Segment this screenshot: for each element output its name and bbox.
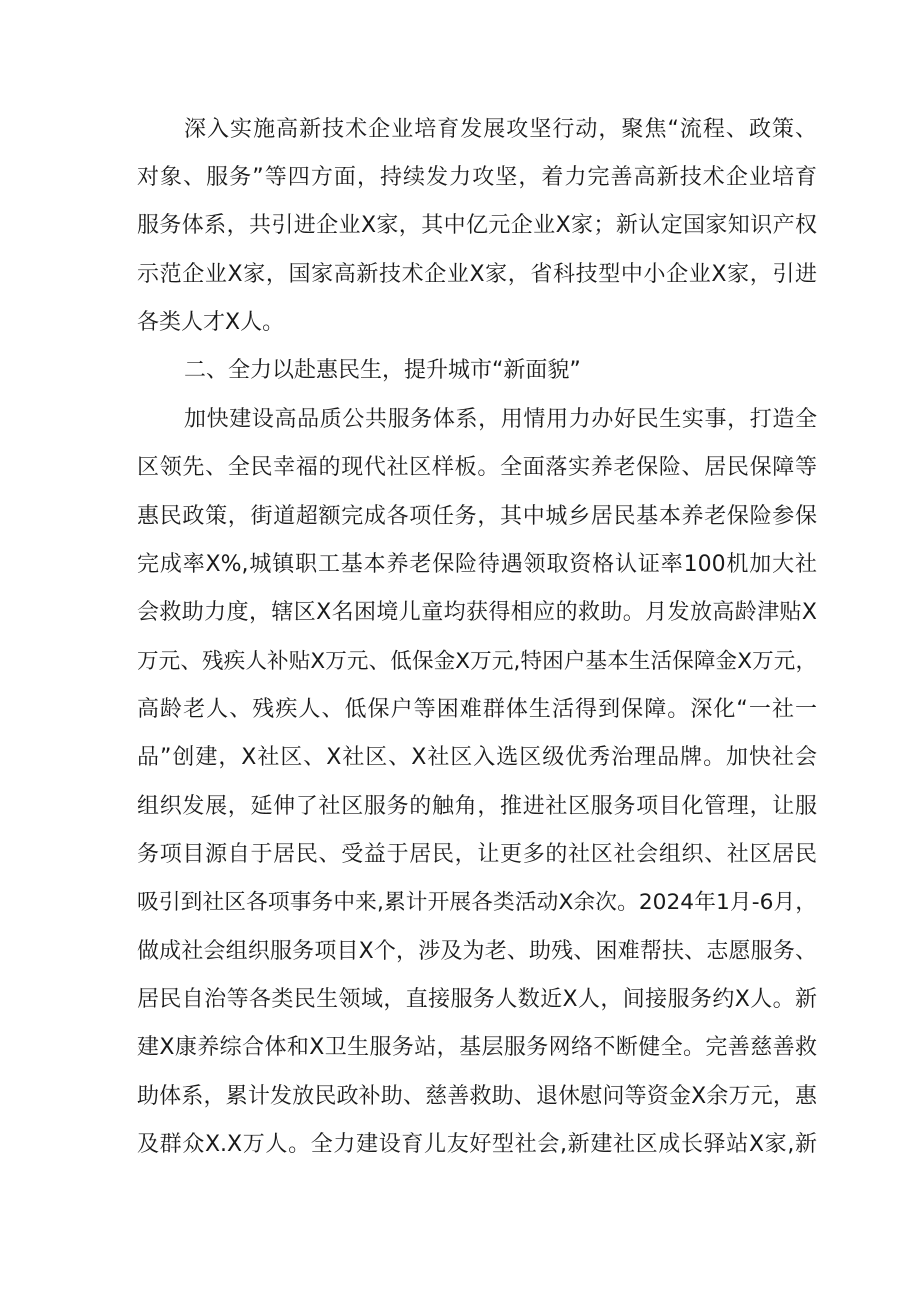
paragraph-line: 深入实施高新技术企业培育发展攻坚行动，聚焦“流程、政策、 bbox=[184, 117, 817, 142]
paragraph-line: 高龄老人、残疾人、低保户等困难群体生活得到保障。深化“一社一 bbox=[137, 697, 817, 722]
paragraph-line: 组织发展，延伸了社区服务的触角，推进社区服务项目化管理，让服 bbox=[137, 794, 817, 819]
paragraph-line: 吸引到社区各项事务中来,累计开展各类活动X余次。2024年1月-6月， bbox=[137, 890, 817, 915]
paragraph-line: 及群众X.X万人。全力建设育儿友好型社会,新建社区成长驿站X家,新 bbox=[137, 1132, 817, 1157]
paragraph-line: 对象、服务”等四方面，持续发力攻坚，着力完善高新技术企业培育 bbox=[137, 165, 817, 190]
paragraph-line: 完成率X%,城镇职工基本养老保险待遇领取资格认证率100机加大社 bbox=[137, 552, 817, 577]
paragraph-line: 加快建设高品质公共服务体系，用情用力办好民生实事，打造全 bbox=[184, 407, 817, 432]
paragraph-line: 品”创建，X社区、X社区、X社区入选区级优秀治理品牌。加快社会 bbox=[137, 745, 817, 770]
paragraph-line: 示范企业X家，国家高新技术企业X家，省科技型中小企业X家，引进 bbox=[137, 262, 817, 287]
paragraph-line: 务项目源自于居民、受益于居民，让更多的社区社会组织、社区居民 bbox=[137, 842, 817, 867]
section-heading: 二、全力以赴惠民生，提升城市“新面貌” bbox=[184, 358, 581, 383]
paragraph-line: 建X康养综合体和X卫生服务站，基层服务网络不断健全。完善慈善救 bbox=[137, 1035, 817, 1060]
paragraph-line: 会救助力度，辖区X名困境儿童均获得相应的救助。月发放高龄津贴X bbox=[137, 600, 817, 625]
paragraph-line: 助体系，累计发放民政补助、慈善救助、退休慰问等资金X余万元，惠 bbox=[137, 1084, 817, 1109]
paragraph-line: 做成社会组织服务项目X个，涉及为老、助残、困难帮扶、志愿服务、 bbox=[137, 939, 817, 964]
paragraph-line: 各类人才X人。 bbox=[137, 310, 285, 335]
paragraph-line: 惠民政策，街道超额完成各项任务，其中城乡居民基本养老保险参保 bbox=[137, 504, 817, 529]
paragraph-line: 区领先、全民幸福的现代社区样板。全面落实养老保险、居民保障等 bbox=[137, 455, 817, 480]
paragraph-line: 居民自治等各类民生领域，直接服务人数近X人，间接服务约X人。新 bbox=[137, 987, 817, 1012]
paragraph-line: 万元、残疾人补贴X万元、低保金X万元,特困户基本生活保障金X万元， bbox=[137, 649, 817, 674]
paragraph-line: 服务体系，共引进企业X家，其中亿元企业X家；新认定国家知识产权 bbox=[137, 213, 817, 238]
